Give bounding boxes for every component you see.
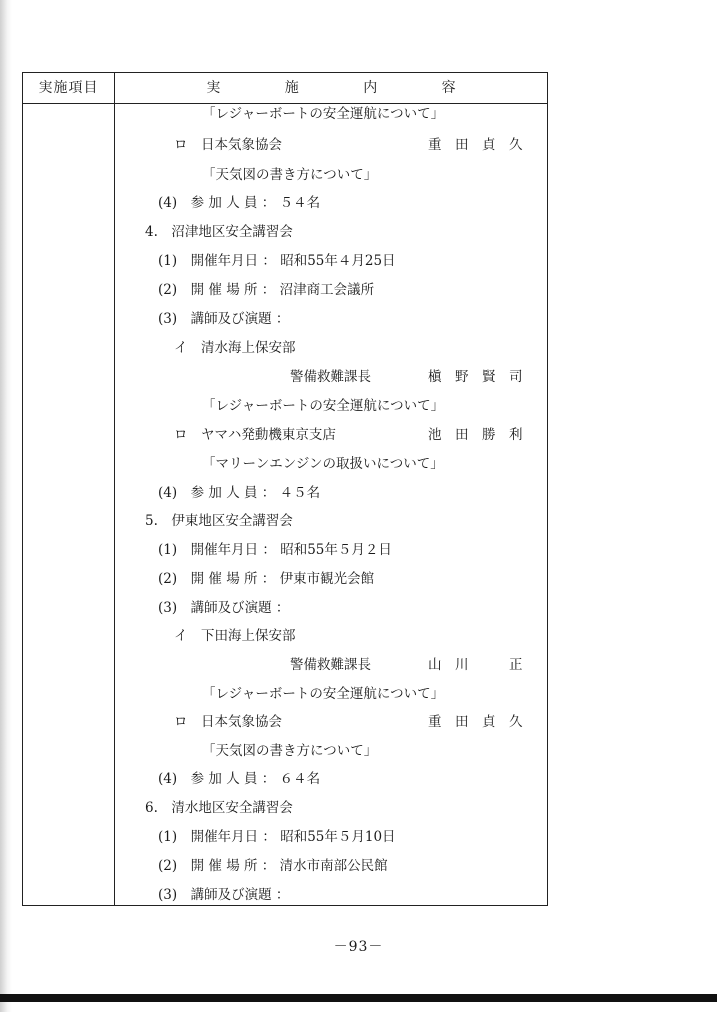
text-line: (1) 開催年月日 ： 昭和55年５月２日 — [158, 542, 392, 558]
text-line: (1) 開催年月日 ： 昭和55年５月10日 — [158, 829, 396, 845]
text-line: (4) 参 加 人 員 ： ４５名 — [158, 485, 321, 501]
text-line: 「天気図の書き方について」 — [202, 743, 378, 759]
lecturer-name: 重 田 貞 久 — [428, 137, 523, 153]
text-line: 「天気図の書き方について」 — [202, 167, 378, 183]
text-line: 警備救難課長 — [290, 369, 371, 385]
text-line: ロ 日本気象協会 — [174, 714, 282, 730]
text-line: イ 清水海上保安部 — [174, 340, 296, 356]
text-line: (2) 開 催 場 所 ： 清水市南部公民館 — [158, 858, 388, 874]
header-content: 実 施 内 容 — [206, 80, 486, 96]
text-line: (2) 開 催 場 所 ： 伊東市観光会館 — [158, 571, 375, 587]
text-line: (2) 開 催 場 所 ： 沼津商工会議所 — [158, 282, 375, 298]
text-line: (3) 講師及び演題 ： — [158, 311, 290, 327]
text-line: (3) 講師及び演題 ： — [158, 600, 290, 616]
text-line: (3) 講師及び演題 ： — [158, 887, 290, 903]
header-divider — [23, 103, 547, 104]
text-line: イ 下田海上保安部 — [174, 628, 296, 644]
text-line: 「レジャーボートの安全運航について」 — [202, 398, 445, 414]
text-line: 「レジャーボートの安全運航について」 — [202, 106, 445, 122]
section-heading: 4. 沼津地区安全講習会 — [145, 224, 293, 240]
text-line: (4) 参 加 人 員 ： ５４名 — [158, 195, 321, 211]
scan-bottom-bar — [0, 994, 717, 1002]
scan-edge-shadow — [0, 0, 12, 1012]
text-line: 警備救難課長 — [290, 657, 371, 673]
text-line: (4) 参 加 人 員 ： ６４名 — [158, 771, 321, 787]
text-line: ロ ヤマハ発動機東京支店 — [174, 427, 336, 443]
text-line: ロ 日本気象協会 — [174, 137, 282, 153]
page-number: －93－ — [333, 939, 384, 955]
lecturer-name: 槇 野 賢 司 — [428, 369, 523, 385]
lecturer-name: 重 田 貞 久 — [428, 714, 523, 730]
header-item: 実施項目 — [38, 80, 99, 96]
text-line: 「レジャーボートの安全運航について」 — [202, 686, 445, 702]
column-divider — [114, 73, 115, 905]
lecturer-name: 池 田 勝 利 — [428, 427, 523, 443]
text-line: 「マリーンエンジンの取扱いについて」 — [202, 456, 444, 472]
lecturer-name: 山 川 正 — [428, 657, 523, 673]
text-line: (1) 開催年月日 ： 昭和55年４月25日 — [158, 253, 396, 269]
section-heading: 6. 清水地区安全講習会 — [145, 800, 293, 816]
section-heading: 5. 伊東地区安全講習会 — [145, 513, 293, 529]
